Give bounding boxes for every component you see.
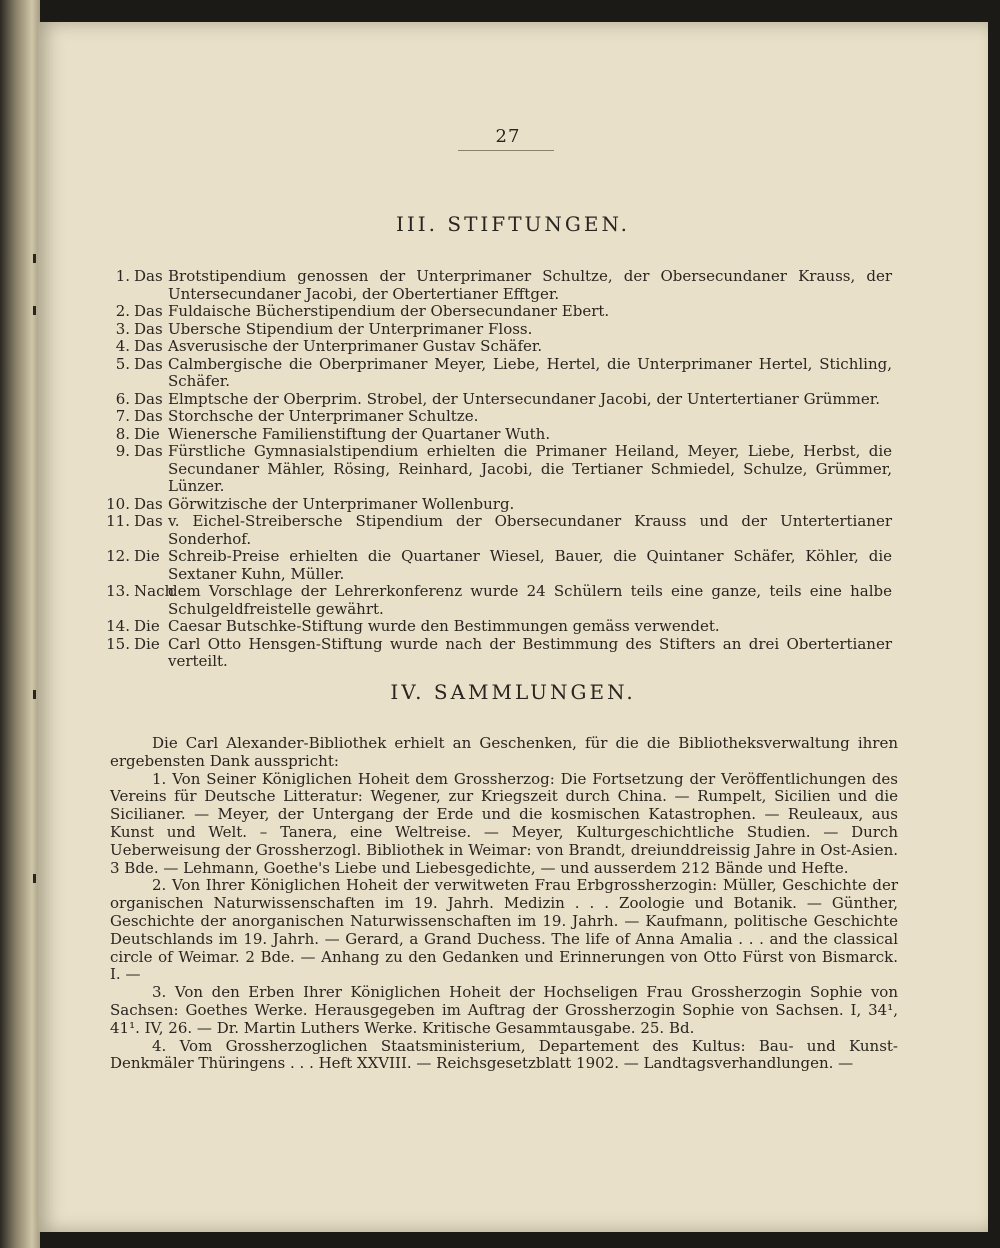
item-article: Das — [134, 267, 163, 285]
intro-paragraph: Die Carl Alexander-Bibliothek erhielt an Geschenken, für die die Bibliotheksverwaltung ihren ergebensten Dank ausspricht: — [110, 734, 898, 770]
stiftung-item — [102, 496, 892, 514]
item-text: Ubersche Stipendium der Unterprimaner Floss. — [168, 319, 533, 338]
item-number: 11. — [106, 512, 130, 530]
item-article: Die — [134, 424, 160, 443]
stiftung-item — [102, 548, 892, 583]
item-text: Fürstliche Gymnasialstipendium erhielten die Primaner Heiland, Meyer, Liebe, Herbst, die Secundaner Mähler, Rösing, Reinhard, Jacobi, die Tertianer Schmiedel, Schulze, Grümmer, Lünzer. — [168, 442, 892, 495]
previous-page-edge — [0, 0, 40, 1248]
stiftung-item — [102, 356, 892, 391]
item-number: 6. — [115, 389, 130, 408]
donation-paragraph-2: 2. Von Ihrer Königlichen Hoheit der verwitweten Frau Erbgrossherzogin: Müller, Geschichte der organischen Naturwissenschaften im 19. Jahrh. Medizin . . . Zoologie und Botanik. — Günther, Geschichte der anorganischen Naturwissenschaften im 19. Jahrh. — Kaufmann, politische Geschichte Deutschlands im 19. Jahrh. — Gerard, a Grand Duchess. The life of Anna Amalia . . . and the classical circle of Weimar. 2 Bde. — Anhang zu den Gedanken und Erinnerungen von Otto Fürst von Bismarck. I. — — [110, 876, 898, 984]
item-number: 12. — [106, 547, 130, 565]
binding-mark — [33, 874, 36, 883]
item-article: Das — [134, 512, 163, 530]
donation-paragraph-3: 3. Von den Erben Ihrer Königlichen Hoheit der Hochseligen Frau Grossherzogin Sophie von Sachsen: Goethes Werke. Herausgegeben im Auftrag der Grossherzogin Sophie von Sachsen. I, 34¹, 41¹. IV, 26. — Dr. Martin Luthers Werke. Kritische Gesammtausgabe. 25. Bd. — [110, 983, 898, 1037]
binding-mark — [33, 254, 36, 263]
item-number: 1. — [115, 267, 130, 285]
page-number-rule — [458, 150, 554, 151]
item-article: Das — [134, 442, 163, 460]
stiftung-item — [102, 513, 892, 548]
binding-mark — [33, 690, 36, 699]
item-article: Nach — [134, 582, 175, 600]
item-article: Das — [134, 337, 163, 355]
item-number: 7. — [115, 407, 130, 425]
donation-paragraph-4: 4. Vom Grossherzoglichen Staatsministerium, Departement des Kultus: Bau- und Kunst-Denkmäler Thüringens . . . Heft XXVIII. — Reichsgesetzblatt 1902. — Landtagsverhandlungen. — — [110, 1036, 898, 1073]
item-text: Fuldaische Bücherstipendium der Obersecundaner Ebert. — [168, 302, 610, 320]
item-number: 3. — [115, 319, 130, 338]
stiftung-item — [102, 268, 892, 303]
item-text: Calmbergische die Oberprimaner Meyer, Liebe, Hertel, die Unterprimaner Hertel, Stichling, Schäfer. — [168, 354, 892, 390]
item-article: Das — [134, 407, 163, 425]
stiftung-item — [102, 338, 892, 356]
item-number: 9. — [115, 442, 130, 460]
item-number: 2. — [115, 302, 130, 320]
item-number: 15. — [106, 634, 130, 653]
donation-paragraph-1: 1. Von Seiner Königlichen Hoheit dem Grossherzog: Die Fortsetzung der Veröffentlichungen des Vereins für Deutsche Litteratur: Wegener, zur Kriegszeit durch China. — Rumpelt, Sicilien und die Sicilianer. — Meyer, der Untergang der Erde und die kosmischen Katastrophen. — Reuleaux, aus Kunst und Welt. – Tanera, eine Weltreise. — Meyer, Kulturgeschichtliche Studien. — Durch Ueberweisung der Grossherzogl. Bibliothek in Weimar: von Brandt, dreiunddreissig Jahre in Ost-Asien. 3 Bde. — Lehmann, Goethe's Liebe und Liebesgedichte, — und ausserdem 212 Bände und Hefte. — [110, 769, 898, 877]
item-text: v. Eichel-Streibersche Stipendium der Obersecundaner Krauss und der Untertertianer Sonderhof. — [168, 512, 892, 548]
item-text: Schreib-Preise erhielten die Quartaner Wiesel, Bauer, die Quintaner Schäfer, Köhler, die Sextaner Kuhn, Müller. — [168, 547, 892, 583]
item-article: Das — [134, 494, 163, 513]
item-article: Die — [134, 634, 160, 653]
item-number: 8. — [115, 424, 130, 443]
sammlungen-text — [110, 735, 898, 1073]
item-text: Carl Otto Hensgen-Stiftung wurde nach der Bestimmung des Stifters an drei Obertertianer verteilt. — [168, 634, 892, 670]
stiftung-item — [102, 583, 892, 618]
item-number: 5. — [115, 354, 130, 373]
item-article: Das — [134, 302, 163, 320]
item-article: Das — [134, 354, 163, 373]
item-text: Brotstipendium genossen der Unterprimaner Schultze, der Obersecundaner Krauss, der Untersecundaner Jacobi, der Obertertianer Efftger. — [168, 267, 892, 303]
page-number: 27 — [495, 126, 521, 147]
stiftung-item — [102, 443, 892, 496]
item-text: Wienersche Familienstiftung der Quartaner Wuth. — [168, 424, 551, 443]
binding-mark — [33, 306, 36, 315]
book-page — [38, 22, 988, 1232]
item-number: 13. — [106, 582, 130, 600]
section-heading-stiftungen: III. STIFTUNGEN. — [395, 212, 631, 236]
item-number: 4. — [115, 337, 130, 355]
item-article: Das — [134, 389, 163, 408]
stiftung-item — [102, 426, 892, 444]
item-article: Die — [134, 617, 160, 635]
item-text: Görwitzische der Unterprimaner Wollenburg. — [168, 494, 515, 513]
stiftungen-list — [102, 268, 892, 671]
item-text: Storchsche der Unterprimaner Schultze. — [168, 407, 479, 425]
stiftung-item — [102, 636, 892, 671]
item-number: 14. — [106, 617, 130, 635]
item-article: Das — [134, 319, 163, 338]
stiftung-item — [102, 408, 892, 426]
stiftung-item — [102, 391, 892, 409]
item-article: Die — [134, 547, 160, 565]
stiftung-item — [102, 618, 892, 636]
stiftung-item — [102, 303, 892, 321]
item-text: Asverusische der Unterprimaner Gustav Schäfer. — [168, 337, 543, 355]
item-text: Caesar Butschke-Stiftung wurde den Bestimmungen gemäss verwendet. — [168, 617, 720, 635]
item-number: 10. — [106, 494, 130, 513]
item-text: Elmptsche der Oberprim. Strobel, der Untersecundaner Jacobi, der Untertertianer Grümmer. — [168, 389, 880, 408]
stiftung-item — [102, 321, 892, 339]
section-heading-sammlungen: IV. SAMMLUNGEN. — [390, 680, 636, 704]
item-text: dem Vorschlage der Lehrerkonferenz wurde 24 Schülern teils eine ganze, teils eine halbe Schulgeldfreistelle gewährt. — [168, 582, 892, 618]
